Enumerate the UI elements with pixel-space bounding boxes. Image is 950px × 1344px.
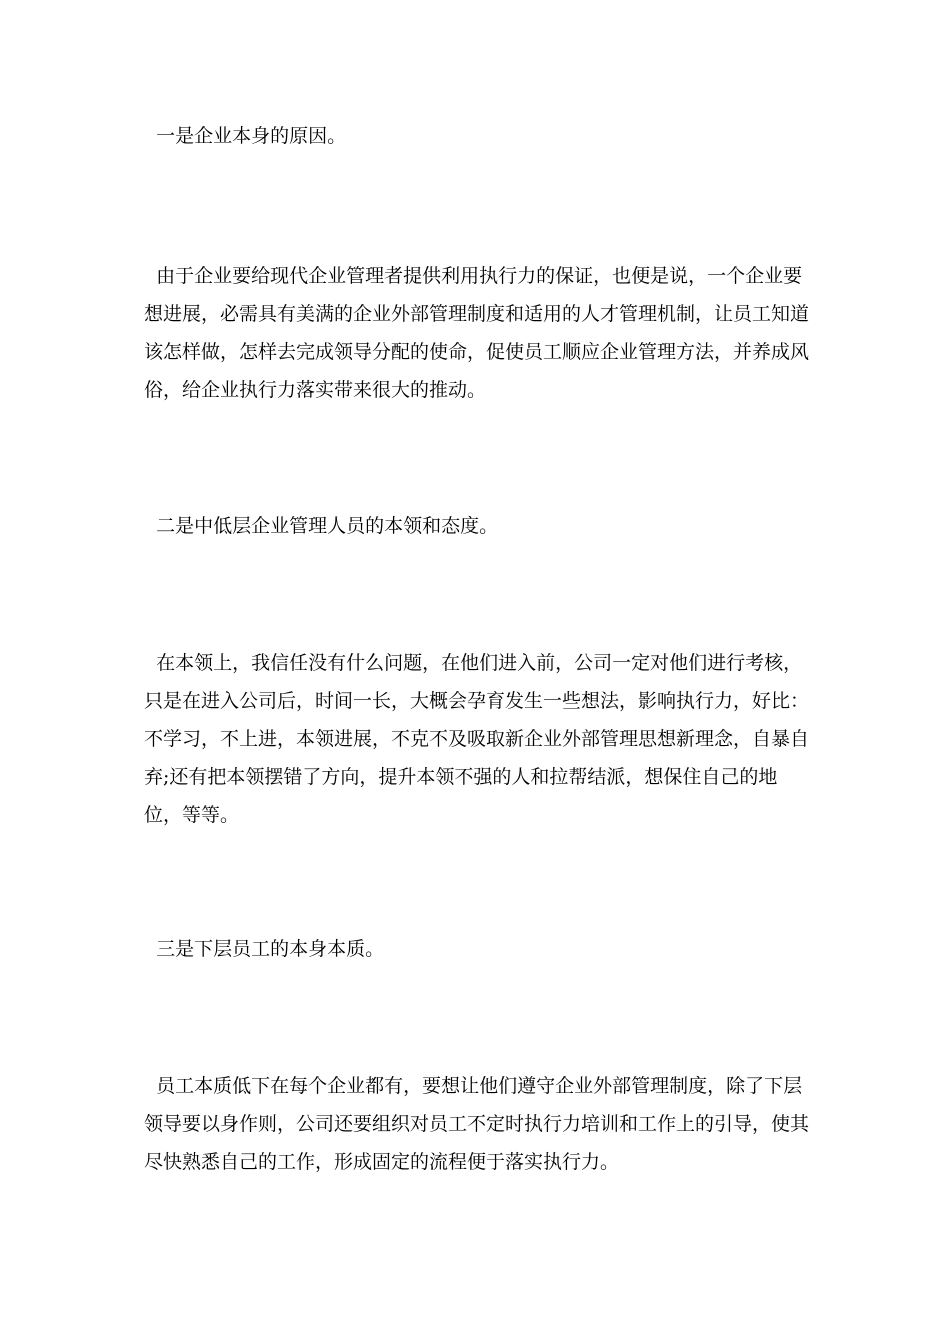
paragraph-heading-3: 三是下层员工的本身本质。 — [144, 938, 385, 960]
paragraph-body-2: 在本领上，我信任没有什么问题，在他们进入前，公司一定对他们进行考核，只是在进入公司后，时间一长，大概会孕育发生一些想法，影响执行力，好比：不学习，不上进，本领进展，不克不及吸取新企业外部管理思想新理念，自暴自弃;还有把本领摆错了方向，提升本领不强的人和拉帮结派，想保住自己的地位，等等。 — [144, 652, 810, 826]
paragraph-heading-2: 二是中低层企业管理人员的本领和态度。 — [144, 515, 499, 537]
paragraph-body-1: 由于企业要给现代企业管理者提供利用执行力的保证，也便是说，一个企业要想进展，必需具有美满的企业外部管理制度和适用的人才管理机制，让员工知道该怎样做，怎样去完成领导分配的使命，促使员工顺应企业管理方法，并养成风俗，给企业执行力落实带来很大的推动。 — [144, 265, 810, 401]
paragraph-heading-1: 一是企业本身的原因。 — [144, 125, 347, 147]
paragraph-body-3: 员工本质低下在每个企业都有，要想让他们遵守企业外部管理制度，除了下层领导要以身作则，公司还要组织对员工不定时执行力培训和工作上的引导，使其尽快熟悉自己的工作，形成固定的流程便于落实执行力。 — [144, 1075, 810, 1173]
